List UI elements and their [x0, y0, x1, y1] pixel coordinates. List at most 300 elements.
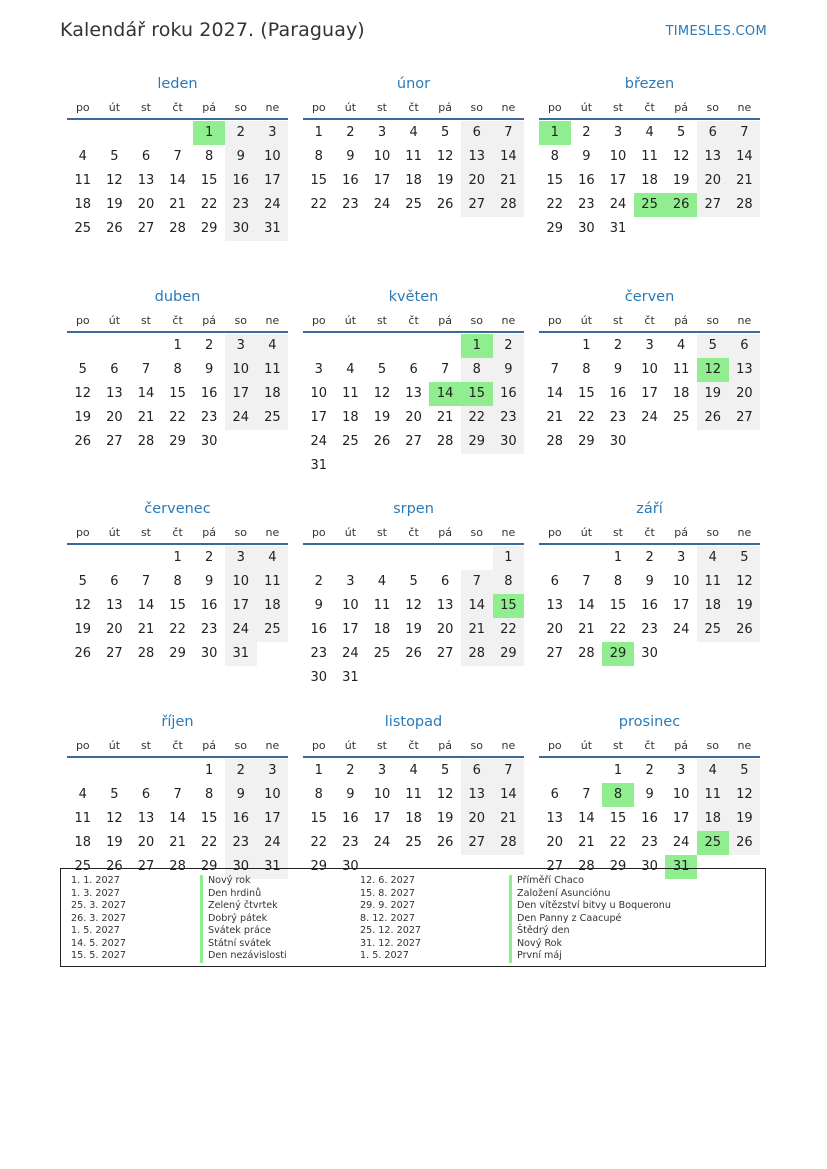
weekday-label: pá [438, 313, 453, 327]
day-cell: 29 [200, 858, 218, 874]
day-cell: 2 [645, 550, 654, 566]
day-cell: 22 [169, 409, 186, 425]
weekday-label: út [580, 313, 593, 327]
weekday-label: so [706, 101, 719, 114]
weekday-label: ne [501, 526, 516, 540]
day-cell: 26 [697, 406, 729, 430]
days-grid [67, 546, 288, 666]
day-cell: 13 [436, 598, 454, 614]
month-name: srpen [393, 501, 434, 518]
day-cell: 9 [645, 574, 654, 590]
day-cell: 24 [672, 622, 690, 638]
day-cell: 16 [493, 382, 525, 406]
day-cell: 28 [493, 193, 525, 217]
holiday-legend [60, 868, 766, 967]
month-calendar [303, 285, 524, 498]
day-cell: 15 [609, 810, 627, 826]
empty-cell [335, 334, 367, 358]
day-cell: 30 [609, 433, 627, 449]
day-cell: 10 [257, 783, 289, 807]
day-cell: 28 [578, 858, 595, 874]
day-cell: 21 [436, 409, 454, 425]
day-cell: 11 [405, 786, 422, 802]
weekday-label: pá [674, 738, 689, 752]
weekday-label: st [376, 101, 387, 114]
day-cell: 3 [677, 550, 686, 566]
empty-cell [67, 334, 99, 358]
weekday-label: st [612, 738, 623, 752]
day-cell: 7 [173, 149, 182, 164]
day-cell: 8 [550, 149, 559, 164]
day-cell: 17 [672, 810, 690, 826]
legend-holiday-name: Státní svátek [200, 938, 287, 951]
day-cell: 13 [405, 385, 422, 401]
day-cell: 21 [169, 834, 186, 850]
weekday-label: ne [265, 738, 280, 752]
day-cell: 26 [436, 197, 454, 212]
day-cell: 1 [582, 337, 591, 353]
day-cell: 14 [578, 598, 595, 614]
day-cell: 2 [582, 125, 591, 140]
day-cell: 28 [137, 433, 155, 449]
day-cell: 5 [78, 361, 87, 377]
day-cell: 28 [137, 646, 155, 662]
day-cell: 26 [74, 646, 92, 662]
weekday-header [67, 736, 288, 758]
day-cell: 7 [729, 121, 761, 145]
day-cell: 7 [550, 361, 559, 377]
day-cell: 22 [310, 834, 328, 850]
day-cell: 2 [645, 762, 654, 778]
day-cell: 11 [641, 149, 658, 164]
days-grid [67, 334, 288, 454]
day-cell: 14 [546, 385, 564, 401]
legend-date: 1. 5. 2027 [71, 925, 120, 936]
day-cell: 9 [205, 361, 214, 377]
day-cell: 12 [405, 598, 422, 614]
day-cell: 22 [200, 197, 218, 212]
day-cell: 17 [641, 385, 658, 401]
day-cell: 25 [672, 409, 690, 425]
weekday-label: út [344, 101, 357, 114]
empty-cell [67, 121, 99, 145]
day-cell: 20 [546, 622, 564, 638]
day-cell: 10 [672, 574, 690, 590]
day-cell: 13 [461, 145, 493, 169]
weekday-label: út [344, 313, 357, 327]
month-name: červenec [144, 501, 211, 518]
day-cell: 4 [78, 786, 87, 802]
day-cell: 24 [225, 618, 257, 642]
day-cell: 22 [200, 834, 218, 850]
day-cell: 18 [697, 594, 729, 618]
day-cell: 3 [346, 574, 355, 590]
weekday-label: ne [265, 313, 280, 327]
weekday-label: po [311, 738, 326, 752]
day-cell: 25 [405, 197, 422, 212]
weekday-label: čt [408, 738, 419, 752]
day-cell: 28 [546, 433, 564, 449]
weekday-label: po [75, 526, 90, 540]
holiday-day-cell: 1 [539, 121, 571, 145]
month-name: leden [157, 76, 198, 92]
weekday-header [539, 311, 760, 333]
day-cell: 27 [461, 193, 493, 217]
day-cell: 30 [225, 217, 257, 241]
day-cell: 28 [169, 858, 186, 874]
day-cell: 14 [169, 173, 186, 188]
day-cell: 18 [342, 409, 359, 425]
day-cell: 22 [609, 622, 627, 638]
weekday-label: st [612, 313, 623, 327]
legend-holiday-name: Založení Asunciónu [509, 888, 671, 901]
day-cell: 24 [672, 834, 690, 850]
weekday-label: út [580, 101, 593, 114]
weekday-label: čt [172, 313, 183, 327]
day-cell: 18 [405, 173, 422, 188]
day-cell: 25 [74, 858, 92, 874]
day-cell: 30 [310, 670, 328, 686]
day-cell: 4 [257, 546, 289, 570]
month-name: prosinec [618, 713, 681, 730]
day-cell: 12 [373, 385, 391, 401]
weekday-label: ne [265, 101, 280, 114]
weekday-label: st [140, 313, 151, 327]
day-cell: 4 [697, 546, 729, 570]
day-cell: 4 [257, 334, 289, 358]
day-cell: 27 [137, 221, 155, 236]
day-cell: 29 [578, 433, 595, 449]
day-cell: 6 [461, 759, 493, 783]
legend-holiday-name: První máj [509, 950, 671, 963]
weekday-label: po [75, 738, 90, 752]
day-cell: 30 [225, 855, 257, 879]
day-cell: 14 [137, 385, 155, 401]
day-cell: 27 [729, 406, 761, 430]
empty-cell [130, 546, 162, 570]
days-grid [303, 546, 524, 690]
empty-cell [99, 334, 131, 358]
day-cell: 23 [200, 622, 218, 638]
day-cell: 11 [257, 570, 289, 594]
page-title: Kalendář roku 2027. (Paraguay) [60, 19, 365, 41]
day-cell: 5 [110, 149, 119, 164]
weekday-label: pá [674, 101, 689, 114]
days-grid [303, 121, 524, 217]
day-cell: 19 [672, 173, 690, 188]
day-cell: 27 [697, 193, 729, 217]
day-cell: 4 [377, 574, 387, 590]
day-cell: 12 [436, 786, 454, 802]
weekday-label: st [140, 526, 151, 540]
day-cell: 10 [373, 149, 391, 164]
day-cell: 12 [74, 598, 92, 614]
weekday-label: ne [501, 738, 516, 752]
weekday-label: po [547, 526, 562, 540]
day-cell: 31 [310, 457, 328, 473]
brand-link[interactable]: TIMESLES.COM [665, 24, 767, 39]
day-cell: 9 [205, 574, 214, 590]
day-cell: 19 [436, 173, 454, 188]
weekday-header [303, 98, 524, 120]
day-cell: 17 [672, 598, 690, 614]
day-cell: 23 [225, 193, 257, 217]
day-cell: 24 [310, 433, 328, 449]
day-cell: 20 [106, 622, 123, 638]
weekday-header [539, 736, 760, 758]
day-cell: 13 [697, 145, 729, 169]
month-calendar [303, 72, 524, 285]
weekday-label: st [376, 313, 387, 327]
day-cell: 28 [169, 221, 186, 236]
day-cell: 31 [257, 855, 289, 879]
day-cell: 8 [173, 361, 182, 377]
legend-holiday-name: Příměří Chaco [509, 875, 671, 888]
day-cell: 2 [205, 550, 214, 566]
empty-cell [335, 546, 367, 570]
weekday-label: ne [737, 101, 752, 114]
day-cell: 2 [493, 334, 525, 358]
day-cell: 21 [493, 807, 525, 831]
day-cell: 13 [461, 783, 493, 807]
weekday-label: pá [674, 313, 689, 327]
weekday-label: út [344, 738, 357, 752]
day-cell: 3 [257, 121, 289, 145]
day-cell: 10 [342, 598, 359, 614]
day-cell: 16 [225, 169, 257, 193]
weekday-label: út [108, 526, 121, 540]
weekday-label: út [344, 526, 357, 540]
day-cell: 29 [200, 221, 218, 236]
legend-date: 1. 3. 2027 [71, 887, 120, 899]
weekday-label: pá [202, 526, 217, 540]
day-cell: 5 [441, 762, 450, 778]
day-cell: 8 [314, 786, 323, 802]
day-cell: 3 [613, 125, 623, 140]
day-cell: 21 [578, 834, 595, 850]
holiday-day-cell: 12 [697, 358, 729, 382]
day-cell: 19 [74, 622, 92, 638]
day-cell: 19 [729, 594, 761, 618]
day-cell: 6 [550, 786, 559, 802]
day-cell: 21 [578, 622, 595, 638]
day-cell: 29 [310, 858, 328, 874]
day-cell: 31 [257, 217, 289, 241]
day-cell: 12 [672, 149, 690, 164]
day-cell: 23 [225, 831, 257, 855]
month-name: říjen [161, 713, 194, 730]
day-cell: 16 [641, 810, 658, 826]
day-cell: 12 [729, 783, 761, 807]
day-cell: 24 [225, 406, 257, 430]
day-cell: 8 [582, 361, 591, 377]
legend-date: 12. 6. 2027 [360, 875, 415, 886]
day-cell: 26 [106, 221, 123, 236]
day-cell: 1 [314, 125, 323, 140]
day-cell: 26 [436, 834, 454, 850]
weekday-header [539, 523, 760, 545]
day-cell: 21 [546, 409, 564, 425]
legend-date: 31. 12. 2027 [360, 937, 422, 949]
day-cell: 8 [613, 574, 623, 590]
legend-holiday-name: Zelený čtvrtek [200, 900, 287, 913]
day-cell: 9 [346, 149, 355, 164]
weekday-label: pá [438, 101, 453, 114]
weekday-label: čt [644, 313, 655, 327]
day-cell: 16 [342, 173, 359, 188]
day-cell: 22 [169, 622, 186, 638]
day-cell: 4 [697, 759, 729, 783]
weekday-label: pá [202, 101, 217, 114]
empty-cell [99, 759, 131, 783]
day-cell: 1 [173, 550, 182, 566]
day-cell: 23 [609, 409, 627, 425]
day-cell: 14 [137, 598, 155, 614]
day-cell: 26 [729, 618, 761, 642]
day-cell: 11 [257, 358, 289, 382]
weekday-label: so [234, 738, 247, 752]
day-cell: 16 [609, 385, 627, 401]
empty-cell [398, 334, 430, 358]
day-cell: 30 [641, 646, 658, 662]
day-cell: 3 [225, 546, 257, 570]
days-grid [539, 121, 760, 241]
empty-cell [130, 759, 162, 783]
weekday-label: po [547, 101, 562, 114]
day-cell: 18 [373, 622, 391, 638]
empty-cell [162, 759, 194, 783]
weekday-header [303, 736, 524, 758]
day-cell: 6 [409, 361, 418, 377]
day-cell: 14 [169, 810, 186, 826]
weekday-label: pá [438, 738, 453, 752]
month-name: červen [624, 288, 675, 305]
day-cell: 26 [373, 433, 391, 449]
day-cell: 11 [405, 149, 422, 164]
day-cell: 11 [697, 783, 729, 807]
day-cell: 11 [74, 810, 92, 826]
weekday-label: pá [674, 526, 689, 540]
day-cell: 8 [205, 786, 214, 802]
day-cell: 17 [342, 622, 359, 638]
weekday-label: so [234, 526, 247, 540]
legend-dates-col-1 [71, 875, 126, 963]
day-cell: 16 [225, 807, 257, 831]
day-cell: 21 [461, 618, 493, 642]
weekday-label: so [706, 738, 719, 752]
day-cell: 19 [405, 622, 422, 638]
month-name: listopad [384, 713, 443, 730]
month-name: duben [154, 288, 201, 305]
weekday-label: út [580, 738, 593, 752]
legend-date: 15. 5. 2027 [71, 950, 126, 961]
days-grid [303, 759, 524, 879]
day-cell: 7 [141, 361, 151, 377]
day-cell: 19 [106, 197, 123, 212]
legend-date: 1. 5. 2027 [360, 950, 409, 961]
legend-holiday-name: Nový rok [200, 875, 287, 888]
days-grid [539, 334, 760, 454]
day-cell: 9 [493, 358, 525, 382]
day-cell: 8 [205, 149, 214, 164]
day-cell: 20 [436, 622, 454, 638]
weekday-label: so [470, 313, 483, 327]
weekday-header [303, 311, 524, 333]
empty-cell [539, 334, 571, 358]
day-cell: 27 [461, 831, 493, 855]
day-cell: 21 [137, 409, 155, 425]
day-cell: 13 [137, 173, 155, 188]
weekday-label: po [75, 313, 90, 327]
day-cell: 20 [546, 834, 564, 850]
day-cell: 8 [493, 570, 525, 594]
legend-date: 26. 3. 2027 [71, 912, 126, 924]
month-name: březen [624, 76, 675, 92]
day-cell: 3 [377, 125, 387, 140]
day-cell: 9 [225, 145, 257, 169]
day-cell: 30 [342, 858, 359, 874]
day-cell: 6 [441, 574, 450, 590]
holiday-day-cell: 1 [193, 121, 225, 145]
day-cell: 17 [225, 382, 257, 406]
day-cell: 23 [342, 197, 359, 212]
holiday-day-cell: 31 [665, 855, 697, 879]
weekday-label: so [470, 526, 483, 540]
day-cell: 4 [78, 149, 87, 164]
weekday-label: po [547, 738, 562, 752]
day-cell: 22 [310, 197, 328, 212]
day-cell: 24 [257, 831, 289, 855]
day-cell: 20 [461, 169, 493, 193]
weekday-label: ne [737, 738, 752, 752]
day-cell: 23 [493, 406, 525, 430]
empty-cell [539, 759, 571, 783]
day-cell: 12 [729, 570, 761, 594]
weekday-label: út [108, 738, 121, 752]
months-grid [67, 72, 760, 922]
weekday-header [67, 98, 288, 120]
holiday-day-cell: 15 [493, 594, 525, 618]
day-cell: 3 [377, 762, 387, 778]
day-cell: 7 [173, 786, 182, 802]
day-cell: 27 [137, 858, 155, 874]
weekday-label: ne [737, 526, 752, 540]
day-cell: 3 [314, 361, 323, 377]
month-calendar [67, 72, 288, 285]
day-cell: 10 [609, 149, 627, 164]
empty-cell [398, 546, 430, 570]
day-cell: 15 [310, 173, 328, 188]
day-cell: 11 [373, 598, 391, 614]
days-grid [303, 334, 524, 478]
day-cell: 6 [110, 361, 119, 377]
weekday-label: po [311, 526, 326, 540]
legend-date: 29. 9. 2027 [360, 900, 415, 911]
weekday-label: ne [265, 526, 280, 540]
legend-dates-col-2 [360, 875, 421, 963]
day-cell: 4 [409, 125, 418, 140]
weekday-label: so [706, 313, 719, 327]
weekday-label: st [376, 526, 387, 540]
day-cell: 9 [225, 783, 257, 807]
day-cell: 5 [78, 574, 87, 590]
day-cell: 24 [373, 197, 391, 212]
day-cell: 23 [641, 622, 658, 638]
day-cell: 2 [346, 125, 355, 140]
weekday-header [67, 523, 288, 545]
legend-holiday-name: Den vítězství bitvy u Boqueronu [509, 900, 671, 913]
day-cell: 1 [173, 337, 182, 353]
